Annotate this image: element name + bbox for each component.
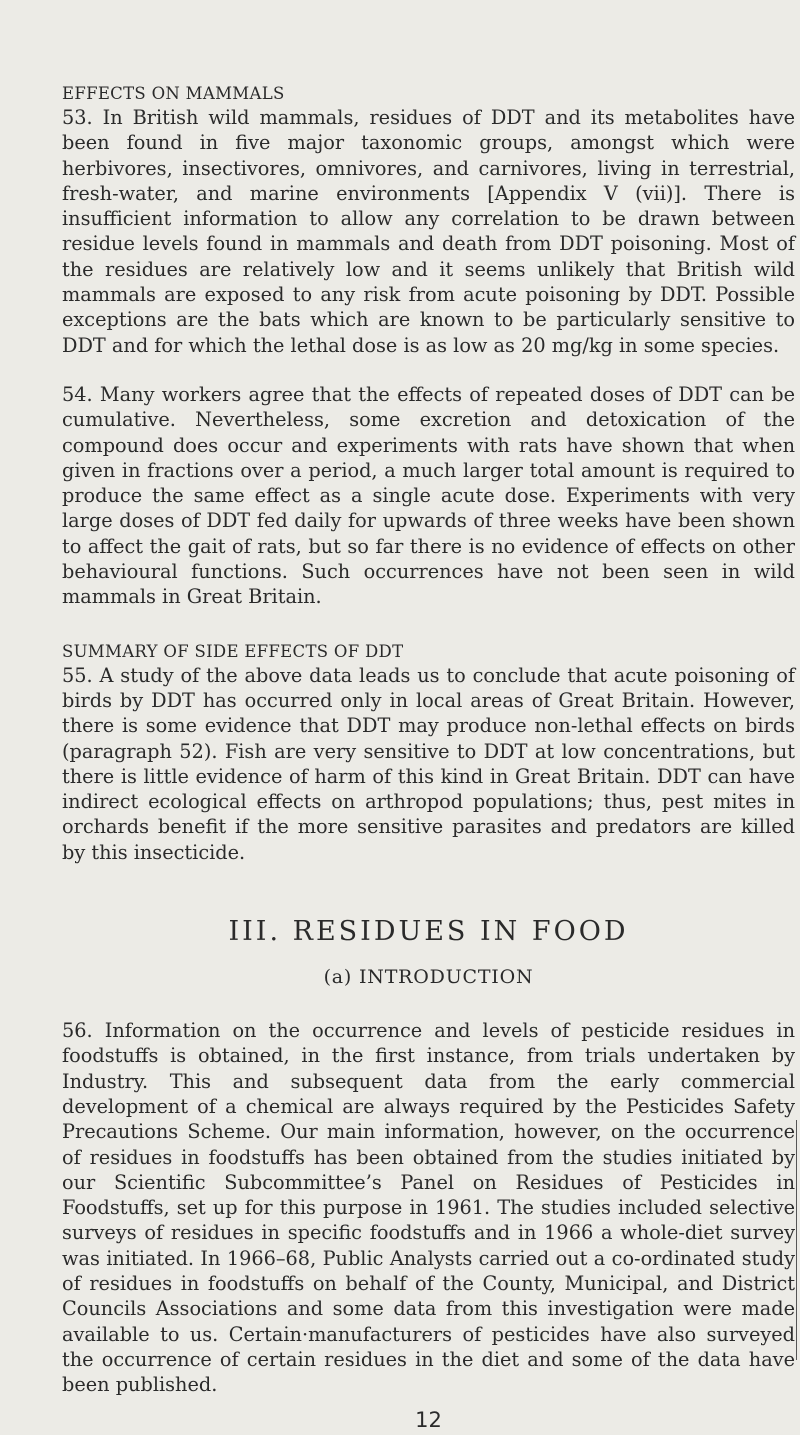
- spacer: [62, 358, 795, 382]
- page-number: 12: [415, 1408, 442, 1433]
- document-page: [62, 82, 795, 1435]
- spacer: [62, 610, 795, 640]
- subsection-title: (a) INTRODUCTION: [323, 966, 534, 989]
- paragraph-56: 56. Information on the occurrence and levels of pesticide residues in foodstuffs is obtained, in the first instance, from trials undertaken by Industry. This and subsequent data from the early commercial development of a chemical are always required by the Pesticides Safety Precautions Scheme. Our main information, however, on the occurrence of residues in foodstuffs has been obtained from the studies initiated by our Scientific Subcommittee’s Panel on Residues of Pesticides in Foodstuffs, set up for this purpose in 1961. The studies included selective surveys of residues in specific foodstuffs and in 1966 a whole-diet survey was initiated. In 1966–68, Public Analysts carried out a co-ordinated study of residues in foodstuffs on behalf of the County, Municipal, and District Councils Associations and some data from this investigation were made available to us. Certain·manufacturers of pesticides have also surveyed the occurrence of certain residues in the diet and some of the data have been published.: [62, 1019, 795, 1397]
- paragraph-55: 55. A study of the above data leads us to conclude that acute poisoning of birds by DDT has occurred only in local areas of Great Britain. However, there is some evidence that DDT may produce non-lethal effects on birds (paragraph 52). Fish are very sensitive to DDT at low concentrations, but there is little evidence of harm of this kind in Great Britain. DDT can have indirect ecological effects on arthropod populations; thus, pest mites in orchards benefit if the more sensitive parasites and predators are killed by this insecticide.: [62, 663, 795, 864]
- paragraph-54: 54. Many workers agree that the effects of repeated doses of DDT can be cumulative. Nevertheless, some excretion and detoxication of the compound does occur and experiments with rats have shown that when given in fractions over a period, a much larger total amount is required to produce the same effect as a single acute dose. Experiments with very large doses of DDT fed daily for upwards of three weeks have been shown to affect the gait of rats, but so far there is no evidence of effects on other behavioural functions. Such occurrences have not been seen in wild mammals in Great Britain.: [62, 382, 795, 609]
- summary-heading: SUMMARY OF SIDE EFFECTS OF DDT: [62, 641, 404, 661]
- section-title: III. RESIDUES IN FOOD: [228, 916, 629, 948]
- mammals-heading: EFFECTS ON MAMMALS: [62, 84, 285, 103]
- scan-edge-line: [796, 1120, 797, 1360]
- paragraph-53: 53. In British wild mammals, residues of DDT and its metabolites have been found in five major taxonomic groups, amongst which were herbivores, insectivores, omnivores, and carnivores, living in terrestrial, fresh-water, and marine environments [Appendix V (vii)]. There is insufficient information to allow any correlation to be drawn between residue levels found in mammals and death from DDT poisoning. Most of the residues are relatively low and it seems unlikely that British wild mammals are exposed to any risk from acute poisoning by DDT. Possible exceptions are the bats which are known to be particularly sensitive to DDT and for which the lethal dose is as low as 20 mg/kg in some species.: [62, 106, 795, 357]
